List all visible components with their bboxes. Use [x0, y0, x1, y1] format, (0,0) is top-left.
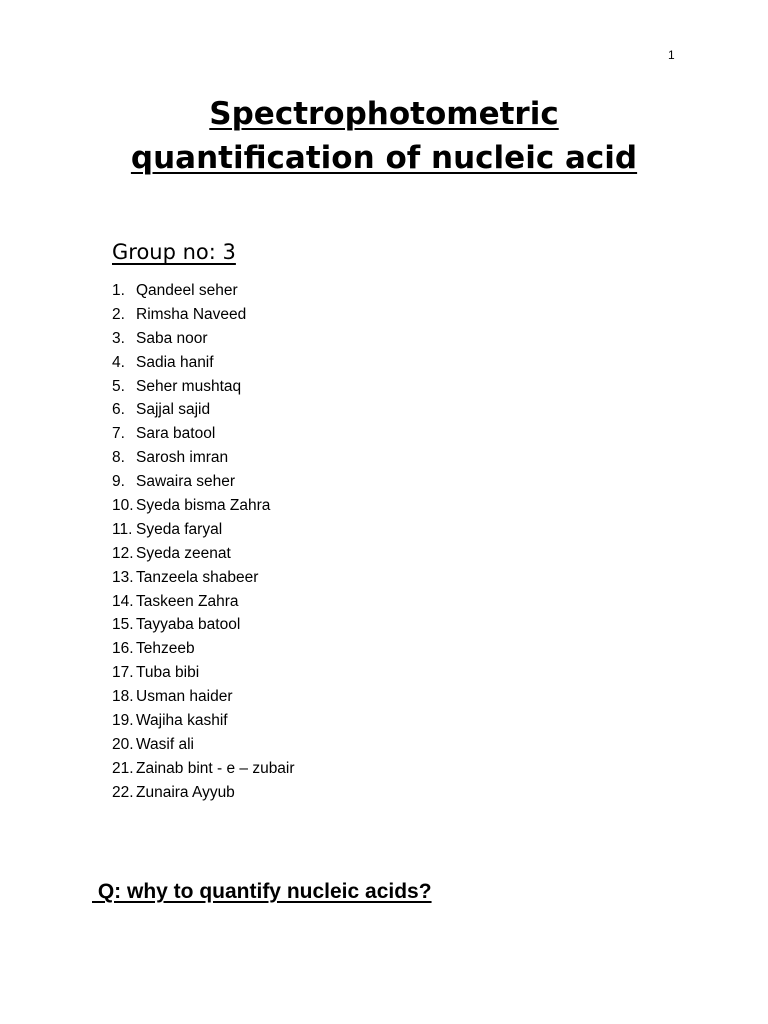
page-number: 1: [668, 48, 675, 62]
list-item-name: Wajiha kashif: [136, 712, 228, 730]
list-item-number: 7.: [112, 425, 125, 443]
list-item-name: Qandeel seher: [136, 282, 238, 299]
list-item-number: 12.: [112, 544, 134, 562]
list-item-name: Tanzeela shabeer: [136, 568, 259, 586]
list-item: [112, 590, 239, 614]
list-item: [112, 637, 195, 661]
list-item: [112, 327, 208, 351]
list-item: [112, 470, 236, 494]
title-line-1: Spectrophotometric: [209, 96, 559, 132]
list-item: [112, 757, 295, 781]
list-item-number: 18.: [112, 688, 134, 706]
list-item-number: 13.: [112, 568, 134, 586]
list-item-number: 3.: [112, 329, 125, 347]
list-item-name: Zunaira Ayyub: [136, 783, 235, 801]
list-item-name: Seher mushtaq: [136, 377, 242, 395]
list-item: [112, 733, 194, 757]
list-item-name: Sarosh imran: [136, 449, 229, 467]
list-item: [112, 494, 271, 518]
list-item-name: Sawaira seher: [136, 473, 236, 491]
list-item-number: 14.: [112, 592, 134, 610]
list-item: [112, 613, 241, 637]
list-item-name: Taskeen Zahra: [136, 592, 239, 610]
list-item-number: 20.: [112, 735, 134, 753]
list-item: [112, 781, 235, 805]
list-item-name: Tayyaba batool: [136, 616, 241, 634]
list-item-name: Sajjal sajid: [136, 401, 211, 419]
list-item-name: Rimsha Naveed: [136, 305, 247, 323]
list-item-name: Tuba bibi: [136, 664, 200, 682]
list-item-number: 2.: [112, 305, 125, 323]
list-item-number: 4.: [112, 353, 125, 371]
document-title: [0, 92, 768, 180]
list-item-number: 19.: [112, 712, 134, 730]
list-item: [112, 446, 229, 470]
group-label: Group no: 3: [112, 240, 236, 264]
list-item: [112, 709, 228, 733]
list-item-name: Syeda faryal: [136, 520, 223, 538]
list-item-name: Sadia hanif: [136, 353, 214, 371]
list-item-number: 5.: [112, 377, 125, 395]
list-item-number: 17.: [112, 664, 134, 682]
list-item-name: Zainab bint - e – zubair: [136, 759, 295, 777]
member-list: [112, 279, 295, 805]
list-item-number: 6.: [112, 401, 125, 419]
list-item: [112, 661, 200, 685]
title-line-2: quantification of nucleic acid: [130, 140, 638, 176]
list-item-number: 1.: [112, 282, 125, 299]
list-item: [112, 685, 233, 709]
list-item-number: 9.: [112, 473, 125, 491]
list-item: [112, 566, 259, 590]
list-item-name: Sara batool: [136, 425, 216, 443]
list-item-name: Syeda bisma Zahra: [136, 497, 271, 515]
list-item: [112, 542, 231, 566]
list-item-name: Saba noor: [136, 329, 208, 347]
list-item-number: 21.: [112, 759, 134, 777]
list-item: [112, 375, 242, 399]
list-item: [112, 303, 247, 327]
list-item-name: Wasif ali: [136, 735, 194, 753]
list-item-number: 22.: [112, 783, 134, 801]
list-item: [112, 518, 223, 542]
list-item: [112, 422, 216, 446]
list-item: [112, 351, 214, 375]
list-item-name: Syeda zeenat: [136, 544, 231, 562]
list-item: [112, 398, 211, 422]
list-item: [112, 279, 238, 303]
list-item-number: 15.: [112, 616, 134, 634]
list-item-number: 16.: [112, 640, 134, 658]
list-item-name: Usman haider: [136, 688, 233, 706]
list-item-number: 8.: [112, 449, 125, 467]
list-item-number: 11.: [112, 520, 133, 538]
list-item-name: Tehzeeb: [136, 640, 195, 658]
list-item-number: 10.: [112, 497, 134, 515]
question-heading: Q: why to quantify nucleic acids?: [92, 880, 432, 903]
